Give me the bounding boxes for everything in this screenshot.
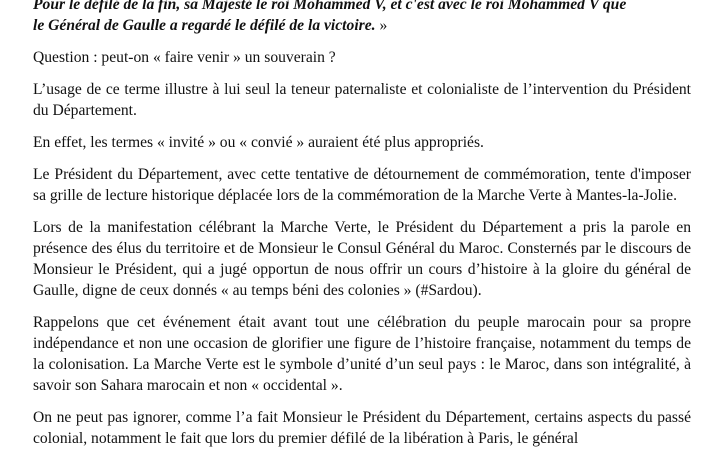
paragraph-commemoration: Le Président du Département, avec cette tentative de détournement de commémoration, tente d'imposer sa grille de lecture historique déplacée lors de la commémoration de la Marche Verte à Mantes-la-Jolie. bbox=[33, 166, 691, 204]
paragraph-terminology: L’usage de ce terme illustre à lui seul la teneur paternaliste et colonialiste de l’intervention du Président du Département. bbox=[33, 81, 691, 119]
paragraph-speech: Lors de la manifestation célébrant la Marche Verte, le Président du Département a pris la parole en présence des élus du territoire et de Monsieur le Consul Général du Maroc. Consternés par le discours de Monsieur le Président, qui a jugé opportun de nous offrir un cours d’histoire à la gloire du général de Gaulle, digne de ceux donnés « au temps béni des colonies » (#Sardou). bbox=[33, 219, 691, 299]
quote-line-2: le Général de Gaulle a regardé le défilé de la victoire. bbox=[33, 17, 376, 34]
paragraph-reminder: Rappelons que cet événement était avant tout une célébration du peuple marocain pour sa propre indépendance et non une occasion de glorifier une figure de l’histoire française, notamment du temps de la colonisation. La Marche Verte est le symbole d’unité d’un seul pays : le Maroc, dans son intégralité, à savoir son Sahara marocain et non « occidental ». bbox=[33, 314, 691, 394]
paragraph-alternative-terms: En effet, les termes « invité » ou « convié » auraient été plus appropriés. bbox=[33, 134, 484, 151]
paragraph-question: Question : peut-on « faire venir » un souverain ? bbox=[33, 49, 336, 66]
paragraph-colonial-past: On ne peut pas ignorer, comme l’a fait Monsieur le Président du Département, certains aspects du passé colonial, notamment le fait que lors du premier défilé de la libération à Paris, le général bbox=[33, 409, 691, 447]
quoted-speech bbox=[33, 0, 691, 36]
quote-line-1: Pour le défilé de la fin, sa Majesté le roi Mohammed V, et c'est avec le roi Mohammed V que bbox=[33, 0, 627, 13]
quote-closing-mark: » bbox=[375, 17, 388, 34]
document-page bbox=[33, 0, 691, 460]
